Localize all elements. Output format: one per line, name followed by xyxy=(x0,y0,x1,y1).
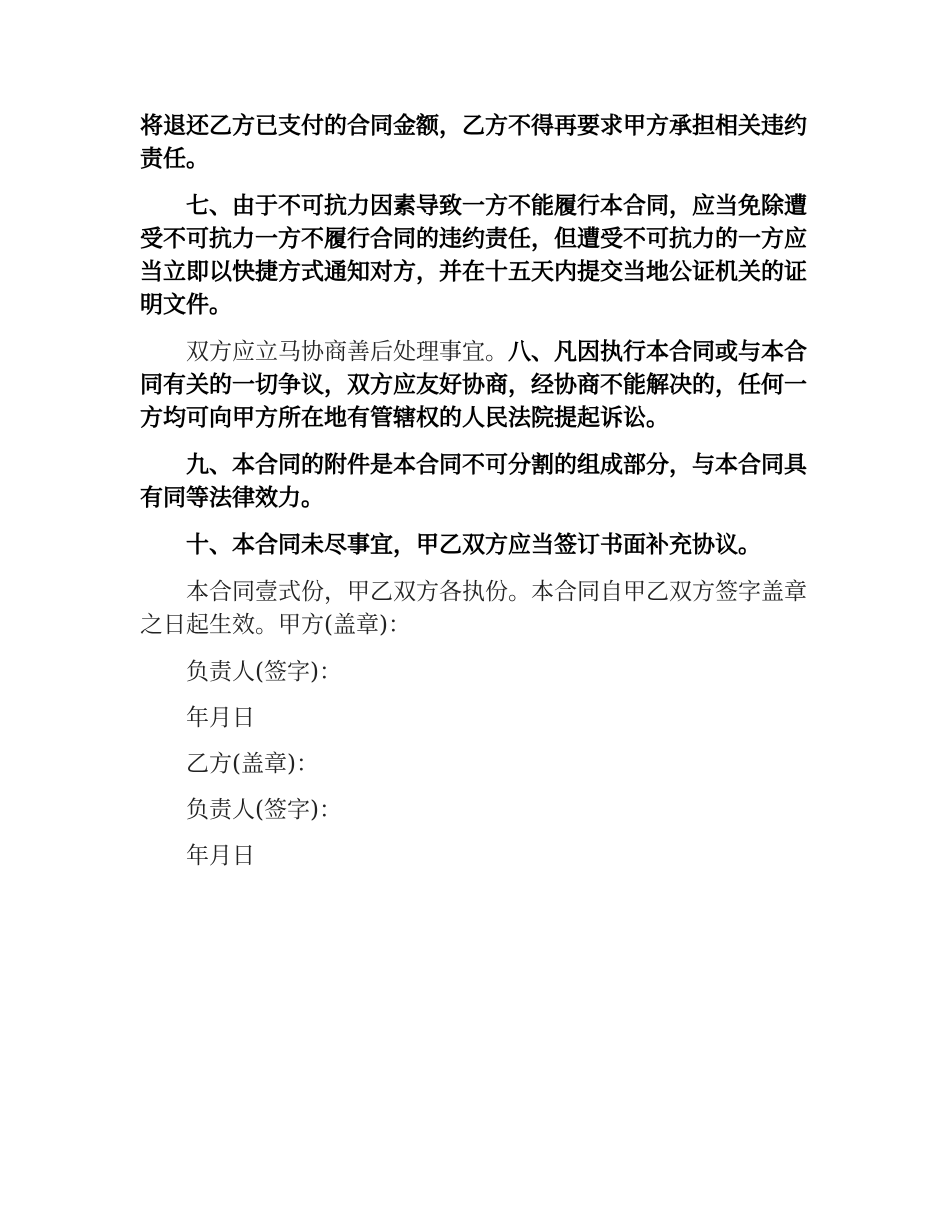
paragraph-refund-clause: 将退还乙方已支付的合同金额，乙方不得再要求甲方承担相关违约责任。 xyxy=(140,113,807,172)
dispute-clause-intro: 双方应立马协商善后处理事宜。 xyxy=(186,339,508,365)
party-a-date-line: 年月日 xyxy=(186,705,255,731)
paragraph-dispute-clause xyxy=(140,336,820,435)
paragraph-supplement-clause: 十、本合同未尽事宜，甲乙双方应当签订书面补充协议。 xyxy=(186,532,761,558)
dispute-clause-body: 八、凡因执行本合同或与本合同有关的一切争议，双方应友好协商，经协商不能解决的，任何一方均可向甲方所在地有管辖权的人民法院提起诉讼。 xyxy=(140,339,807,431)
party-a-signer-line: 负责人(签字)： xyxy=(186,659,342,685)
party-b-signer-line: 负责人(签字)： xyxy=(186,797,342,823)
party-b-seal-line: 乙方(盖章)： xyxy=(186,751,319,777)
paragraph-effective-clause: 本合同壹式份，甲乙双方各执份。本合同自甲乙双方签字盖章之日起生效。甲方(盖章)： xyxy=(140,579,807,638)
party-b-date-line: 年月日 xyxy=(186,843,255,869)
document-body xyxy=(140,110,820,886)
paragraph-attachment-clause: 九、本合同的附件是本合同不可分割的组成部分，与本合同具有同等法律效力。 xyxy=(140,452,807,511)
paragraph-force-majeure-clause: 七、由于不可抗力因素导致一方不能履行本合同，应当免除遭受不可抗力一方不履行合同的违约责任，但遭受不可抗力的一方应当立即以快捷方式通知对方，并在十五天内提交当地公证机关的证明文件。 xyxy=(140,193,807,318)
